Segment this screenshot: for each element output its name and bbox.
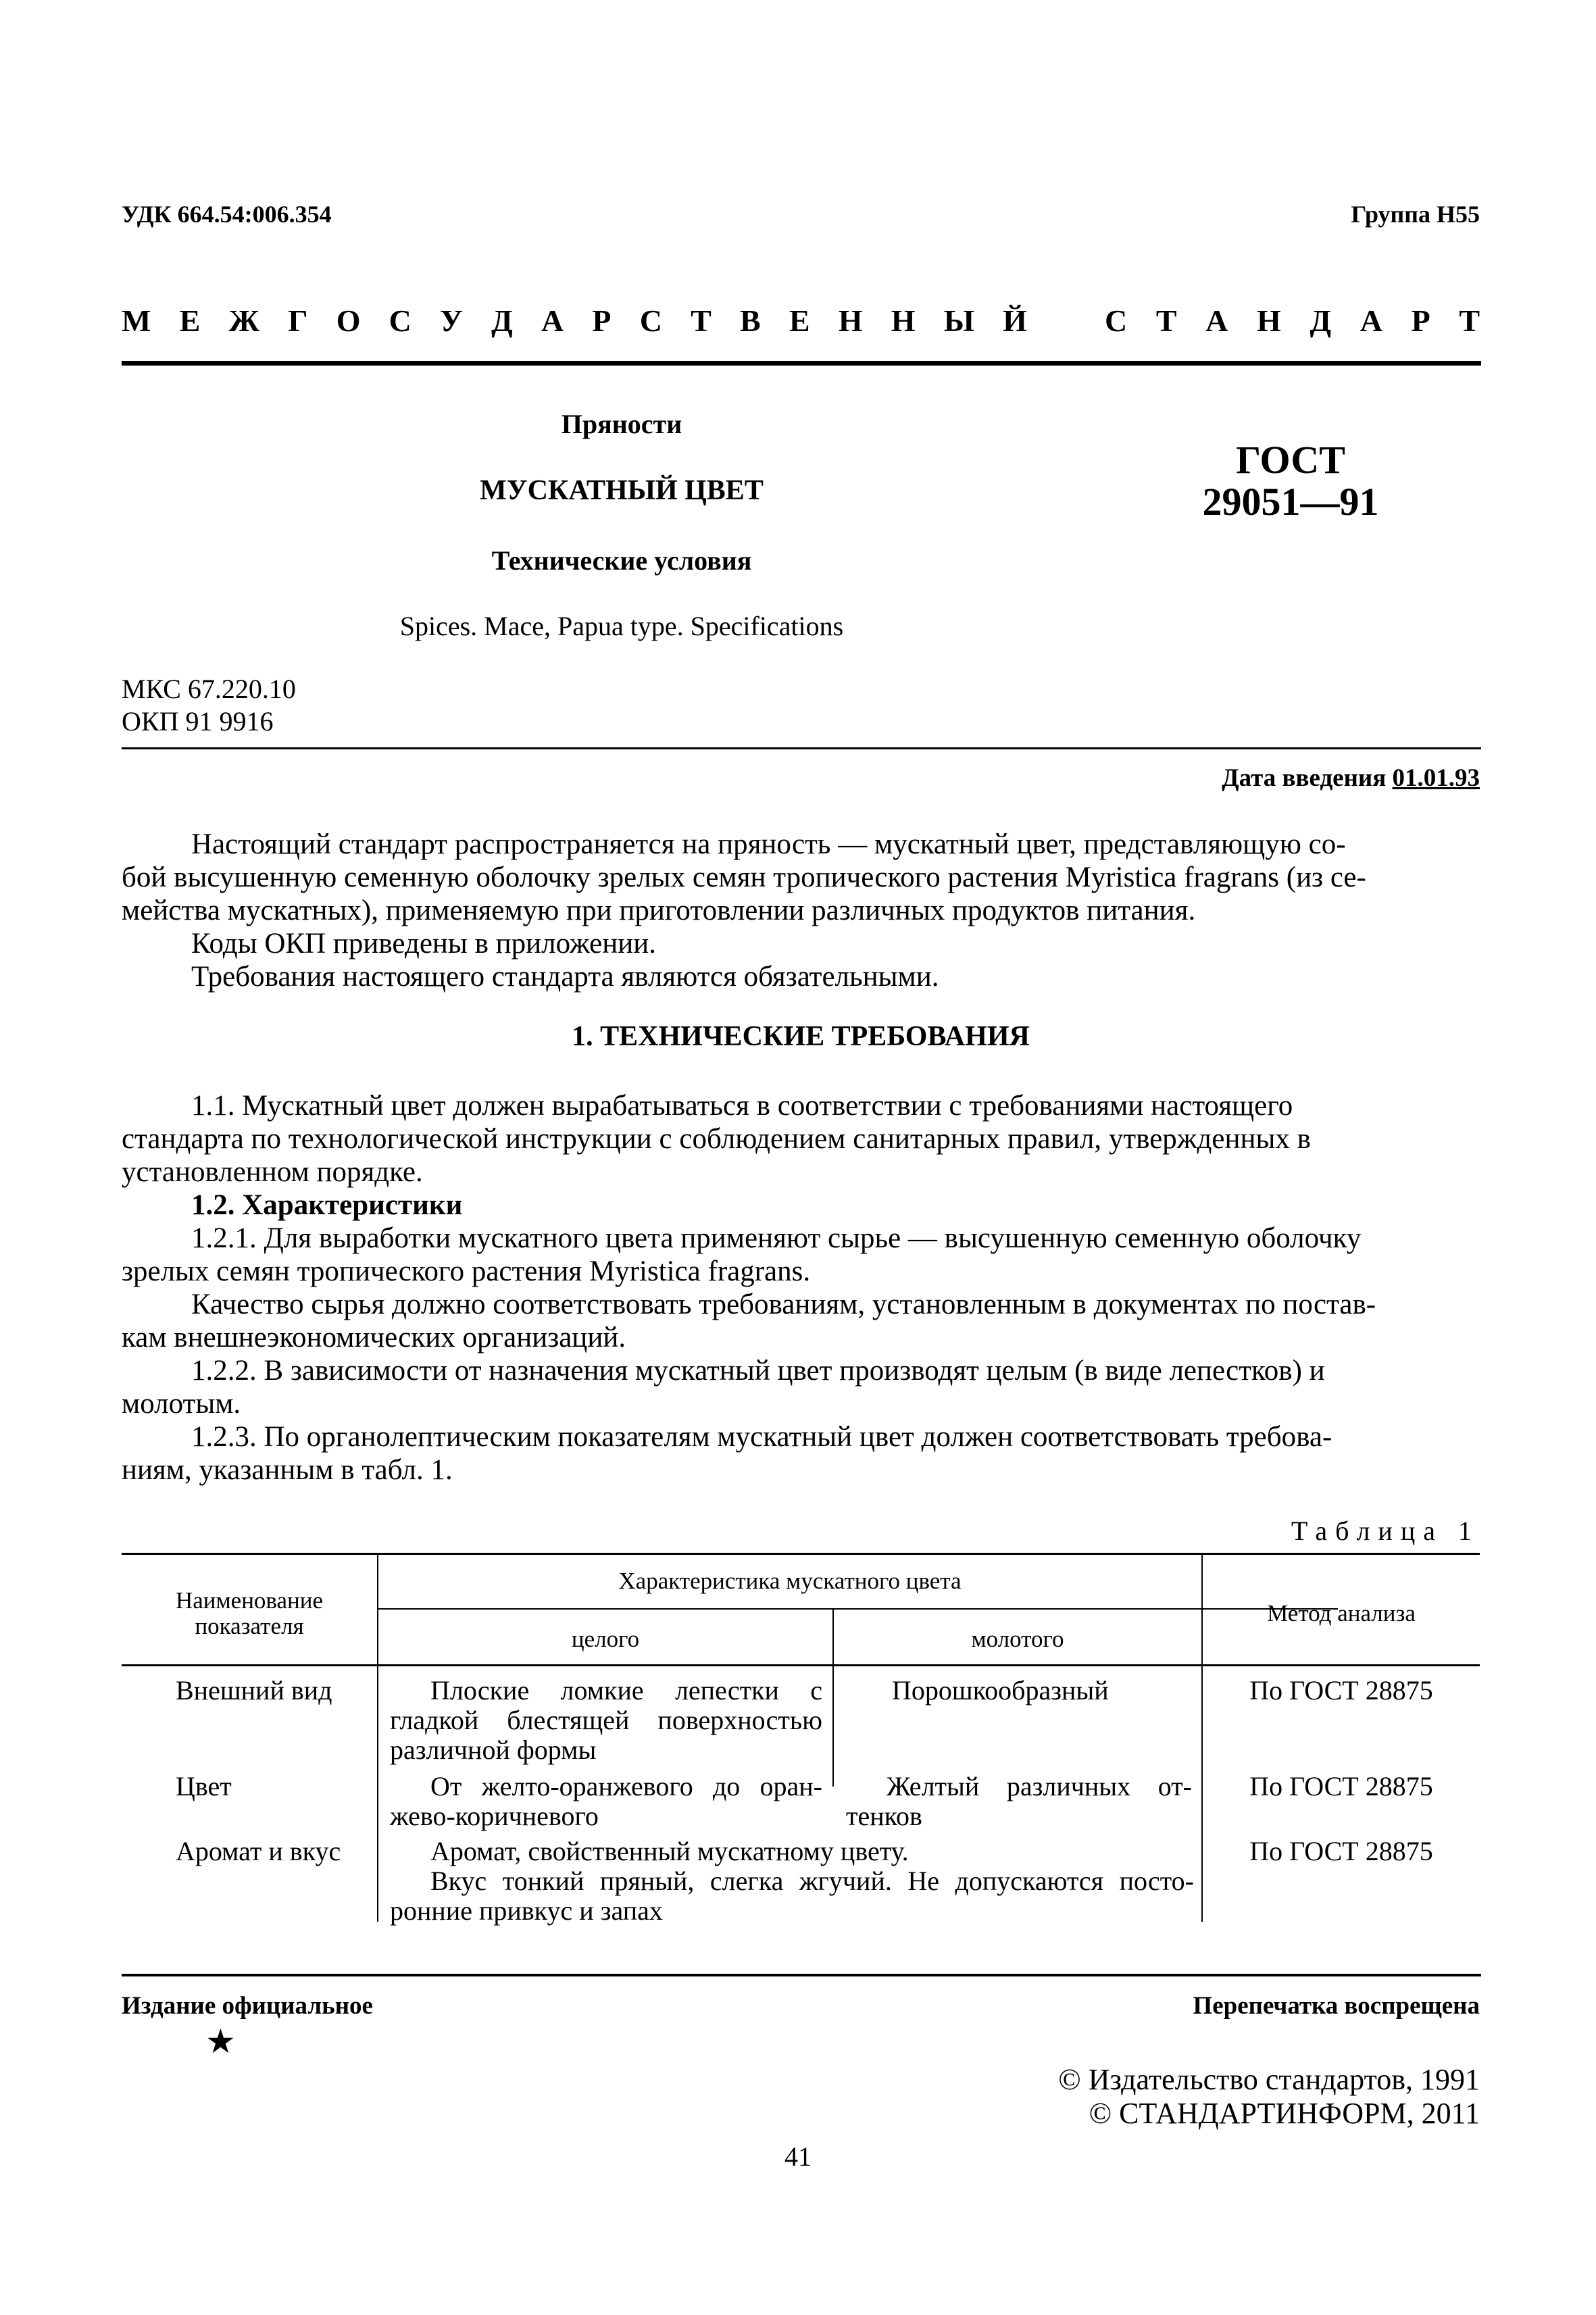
heading-letter: Н xyxy=(891,303,916,338)
table-top-rule xyxy=(122,1553,1480,1555)
page-number: 41 xyxy=(784,2141,812,2172)
heading-letter: С xyxy=(389,303,412,338)
heading-letter: Н xyxy=(1257,303,1281,338)
heading-letter: Е xyxy=(179,303,201,338)
p-1-2-2-line-1: 1.2.2. В зависимости от назначения мускатный цвет производят целым (в виде лепестков) и xyxy=(191,1355,1325,1387)
row-1-ground: Порошкообразный xyxy=(892,1675,1109,1706)
standard-word-1 xyxy=(122,303,1027,339)
row-1-whole xyxy=(390,1676,822,1765)
row-1-whole-line-1: Плоские ломкие лепестки с xyxy=(430,1675,822,1706)
okp-code: ОКП 91 9916 xyxy=(122,706,274,737)
section-1-body xyxy=(122,1089,1480,1487)
row-2-whole-line-2: жево-коричневого xyxy=(390,1801,599,1831)
copyright-1: © Издательство стандартов, 1991 xyxy=(1058,2063,1480,2096)
title-rule xyxy=(122,747,1481,749)
star-icon: ★ xyxy=(205,2022,236,2060)
intro-paragraph xyxy=(122,828,1480,993)
table-1 xyxy=(122,1553,1480,1926)
intro-mandatory-note: Требования настоящего стандарта являются обязательными. xyxy=(191,961,939,993)
th-indicator xyxy=(122,1588,377,1639)
heading-letter: Е xyxy=(789,303,810,338)
copyright-2: © СТАНДАРТИНФОРМ, 2011 xyxy=(1089,2097,1480,2130)
row-2-ground-line-2: тенков xyxy=(846,1801,922,1831)
heading-letter: С xyxy=(1105,303,1128,338)
category-title: Пряности xyxy=(561,409,682,439)
row-1-whole-line-2: гладкой блестящей поверхностью xyxy=(390,1705,822,1735)
heading-letter: А xyxy=(1205,303,1228,338)
th-whole: целого xyxy=(571,1626,640,1652)
intro-line-1: Настоящий стандарт распространяется на пряность — мускатный цвет, представляющую со- xyxy=(191,828,1346,860)
heading-letter: О xyxy=(336,303,361,338)
heading-letter: Т xyxy=(1155,303,1177,338)
mks-code: МКС 67.220.10 xyxy=(122,674,296,704)
intro-date-label: Дата введения xyxy=(1222,764,1387,792)
p-1-2-2-line-2: молотым. xyxy=(122,1388,241,1420)
heading-letter: Д xyxy=(491,303,513,338)
p-1-1-line-3: установленном порядке. xyxy=(122,1156,423,1188)
gost-number: 29051—91 xyxy=(1202,480,1379,524)
english-title: Spices. Mace, Papua type. Specifications xyxy=(399,611,844,641)
intro-date-value: 01.01.93 xyxy=(1392,764,1480,792)
udk-code: УДК 664.54:006.354 xyxy=(122,201,332,228)
p-1-2-3-line-2: ниям, указанным в табл. 1. xyxy=(122,1454,453,1486)
row-2-ground xyxy=(846,1772,1192,1831)
table-col-rule-1 xyxy=(377,1553,378,1922)
heading-letter: Р xyxy=(592,303,612,338)
row-3-indicator: Аромат и вкус xyxy=(176,1836,341,1866)
row-3-merged xyxy=(390,1837,1194,1926)
p-1-1-line-2: стандарта по технологической инструкции с соблюдением санитарных правил, утвержденных в xyxy=(122,1123,1311,1155)
group-code: Группа Н55 xyxy=(1351,201,1480,228)
heading-letter: Ж xyxy=(228,303,259,338)
heading-letter: Д xyxy=(1310,303,1332,338)
p-1-2-1-line-2: зрелых семян тропического растения Myristica fragrans. xyxy=(122,1255,811,1287)
row-2-indicator: Цвет xyxy=(176,1771,232,1801)
row-3-line-3: ронние привкус и запах xyxy=(390,1895,663,1926)
heading-letter: В xyxy=(740,303,761,338)
row-1-indicator: Внешний вид xyxy=(176,1675,332,1706)
heading-letter: Т xyxy=(691,303,712,338)
p-1-2-1-line-1: 1.2.1. Для выработки мускатного цвета применяют сырье — высушенную семенную оболочку xyxy=(191,1222,1362,1254)
table-subheader-rule xyxy=(378,1608,1338,1610)
row-3-line-2: Вкус тонкий пряный, слегка жгучий. Не допускаются посто- xyxy=(430,1866,1194,1896)
standard-type-heading xyxy=(122,303,1480,339)
row-1-method: По ГОСТ 28875 xyxy=(1249,1675,1433,1706)
gost-label: ГОСТ xyxy=(1236,438,1345,482)
p-quality-line-1: Качество сырья должно соответствовать требованиям, установленным в документах по постав- xyxy=(191,1289,1376,1320)
reprint-prohibited: Перепечатка воспрещена xyxy=(1193,1992,1480,2020)
p-1-1-line-1: 1.1. Мускатный цвет должен вырабатываться в соответствии с требованиями настоящего xyxy=(191,1090,1293,1122)
row-2-whole xyxy=(390,1772,822,1831)
official-edition: Издание официальное xyxy=(122,1992,373,2020)
th-indicator-line-2: показателя xyxy=(195,1613,304,1639)
heading-letter: У xyxy=(440,303,463,338)
th-ground: молотого xyxy=(971,1626,1064,1652)
row-2-whole-line-1: От желто-оранжевого до оран- xyxy=(430,1771,822,1801)
heading-letter: С xyxy=(639,303,662,338)
th-indicator-line-1: Наименование xyxy=(175,1587,324,1614)
row-2-ground-line-1: Желтый различных от- xyxy=(887,1771,1192,1801)
heading-letter: Н xyxy=(838,303,863,338)
row-1-whole-line-3: различной формы xyxy=(390,1735,597,1765)
heading-letter: Т xyxy=(1459,303,1480,338)
row-3-method: По ГОСТ 28875 xyxy=(1249,1836,1433,1866)
heading-letter: А xyxy=(1360,303,1382,338)
product-title: МУСКАТНЫЙ ЦВЕТ xyxy=(480,475,764,506)
section-1-heading: 1. ТЕХНИЧЕСКИЕ ТРЕБОВАНИЯ xyxy=(572,1021,1030,1052)
row-3-line-1: Аромат, свойственный мускатному цвету. xyxy=(430,1836,909,1866)
heading-letter: Р xyxy=(1411,303,1430,338)
p-1-2-heading: 1.2. Характеристики xyxy=(191,1189,463,1221)
heading-letter: Г xyxy=(288,303,308,338)
p-quality-line-2: кам внешнеэкономических организаций. xyxy=(122,1322,626,1353)
heading-letter: Ы xyxy=(943,303,974,338)
th-characteristic: Характеристика мускатного цвета xyxy=(618,1568,962,1594)
footer-rule xyxy=(122,1974,1481,1976)
intro-line-2: бой высушенную семенную оболочку зрелых семян тропического растения Myristica fragrans (из се- xyxy=(122,862,1366,893)
heading-letter: М xyxy=(122,303,151,338)
heading-letter: Й xyxy=(1003,303,1027,338)
standard-word-2 xyxy=(1105,303,1480,339)
subtitle: Технические условия xyxy=(491,545,752,576)
intro-line-3: мейства мускатных), применяемую при приготовлении различных продуктов питания. xyxy=(122,895,1196,926)
table-header-rule xyxy=(122,1664,1480,1666)
header-rule xyxy=(122,361,1481,366)
row-2-method: По ГОСТ 28875 xyxy=(1249,1771,1433,1801)
th-method: Метод анализа xyxy=(1267,1600,1416,1626)
table-1-caption: Таблица 1 xyxy=(1291,1516,1480,1546)
heading-letter: А xyxy=(541,303,564,338)
intro-date xyxy=(1222,764,1480,793)
p-1-2-3-line-1: 1.2.3. По органолептическим показателям мускатный цвет должен соответствовать требова- xyxy=(191,1421,1332,1453)
intro-okp-note: Коды ОКП приведены в приложении. xyxy=(191,928,657,960)
